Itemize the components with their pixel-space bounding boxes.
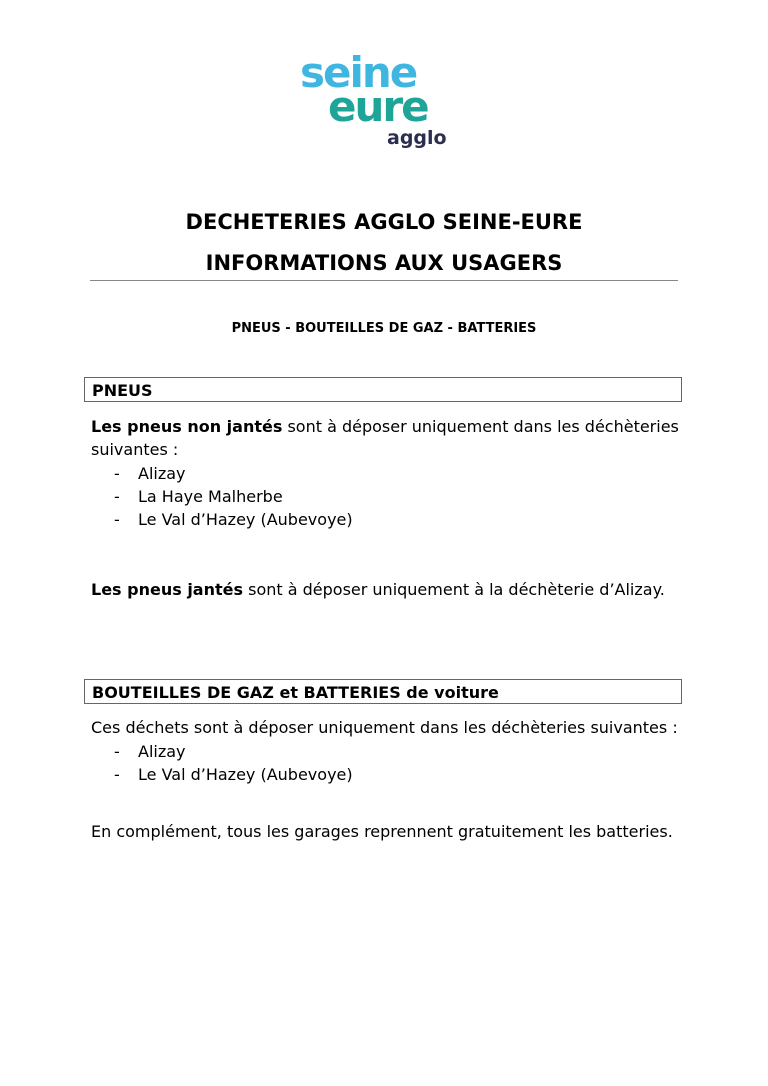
bold-text: Les pneus non jantés [91, 417, 283, 436]
logo-agglo: agglo [387, 127, 447, 149]
list-item-text: Alizay [138, 742, 186, 761]
pneus-paragraph-2 [91, 578, 691, 601]
title-line-2: INFORMATIONS AUX USAGERS [205, 251, 563, 275]
list-item-text: Le Val d’Hazey (Aubevoye) [138, 765, 353, 784]
subtitle: PNEUS - BOUTEILLES DE GAZ - BATTERIES [231, 321, 537, 336]
bold-text: Les pneus jantés [91, 580, 244, 599]
section-heading-pneus: PNEUS [84, 377, 682, 402]
pneus-paragraph-1-line-2: suivantes : [91, 440, 179, 459]
list-item [114, 508, 353, 531]
list-item [114, 462, 186, 485]
list-item [114, 763, 353, 786]
dash: - [114, 510, 120, 529]
dash: - [114, 765, 120, 784]
list-item [114, 740, 186, 763]
logo-seine: seine [300, 48, 417, 97]
seine-eure-agglo-logo [300, 48, 480, 152]
title-line-1: DECHETERIES AGGLO SEINE-EURE [185, 210, 583, 234]
pneus-paragraph-1 [91, 415, 691, 438]
text: sont à déposer uniquement à la déchèterie d’Alizay. [243, 580, 665, 599]
logo-eure: eure [328, 82, 428, 131]
list-item-text: La Haye Malherbe [138, 487, 283, 506]
gaz-paragraph-1: Ces déchets sont à déposer uniquement dans les déchèteries suivantes : [91, 718, 678, 737]
dash: - [114, 487, 120, 506]
title-divider [90, 280, 678, 281]
dash: - [114, 742, 120, 761]
dash: - [114, 464, 120, 483]
section-heading-gaz-batteries: BOUTEILLES DE GAZ et BATTERIES de voiture [84, 679, 682, 704]
list-item-text: Le Val d’Hazey (Aubevoye) [138, 510, 353, 529]
list-item [114, 485, 283, 508]
text: sont à déposer uniquement dans les déchèteries [282, 417, 679, 436]
list-item-text: Alizay [138, 464, 186, 483]
gaz-paragraph-2: En complément, tous les garages reprennent gratuitement les batteries. [91, 822, 673, 841]
